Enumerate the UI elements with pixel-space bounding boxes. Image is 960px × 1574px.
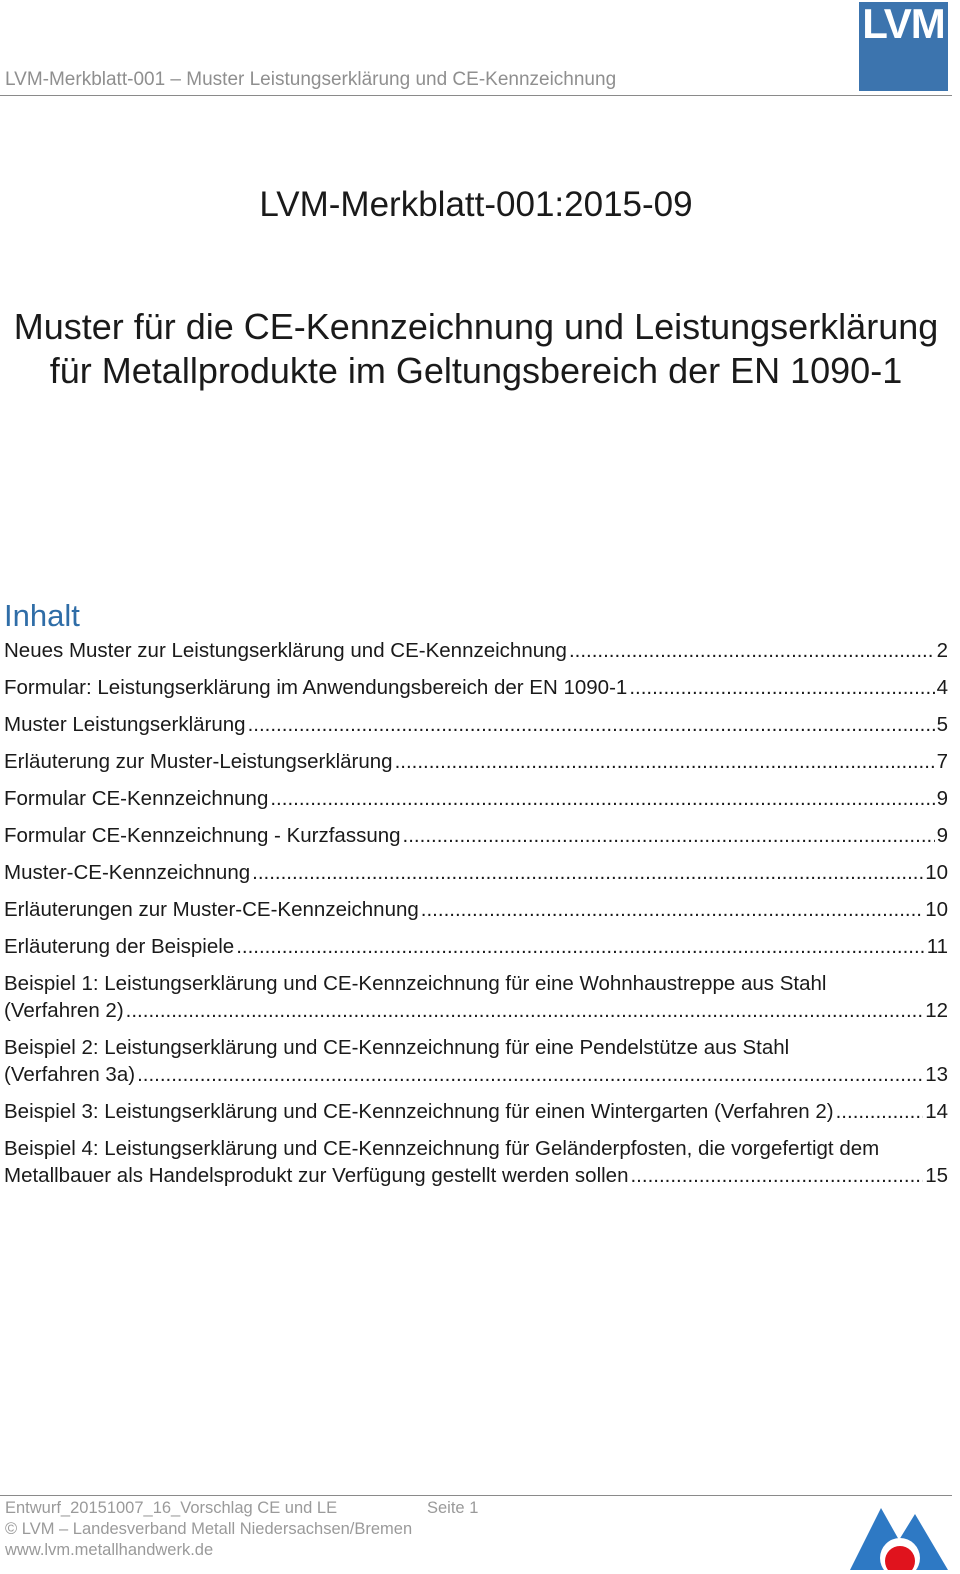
- toc-entry-page-number: 9: [936, 787, 948, 810]
- document-title-line-1: Muster für die CE-Kennzeichnung und Leistungserklärung: [13, 306, 939, 347]
- toc-entry[interactable]: [4, 1034, 948, 1088]
- toc-entry[interactable]: [4, 1135, 948, 1189]
- toc-entry-page-number: 9: [936, 824, 948, 847]
- toc-entry-title: Muster Leistungserklärung: [4, 713, 246, 736]
- toc-entry-title: Erläuterungen zur Muster-CE-Kennzeichnung: [4, 898, 419, 921]
- toc-entry-page-number: 15: [925, 1164, 948, 1187]
- toc-entry[interactable]: [4, 711, 948, 738]
- toc-entry-title-line-1: Beispiel 1: Leistungserklärung und CE-Kennzeichnung für eine Wohnhaustreppe aus Stahl: [4, 972, 827, 995]
- toc-entry[interactable]: [4, 637, 948, 664]
- mountain-sun-logo: [848, 1500, 950, 1570]
- toc-entry-title: Formular CE-Kennzeichnung: [4, 787, 269, 810]
- header-divider: [0, 95, 952, 96]
- running-header: LVM-Merkblatt-001 – Muster Leistungserklärung und CE-Kennzeichnung: [5, 69, 617, 90]
- toc-entry-page-number: 14: [925, 1100, 948, 1123]
- toc-leader-dots: [236, 933, 925, 960]
- toc-entry[interactable]: [4, 896, 948, 923]
- toc-entry-page-number: 5: [936, 713, 948, 736]
- toc-entry[interactable]: [4, 859, 948, 886]
- toc-entry-page-number: 11: [926, 935, 948, 958]
- document-title-line-2: für Metallprodukte im Geltungsbereich der EN 1090-1: [49, 350, 903, 391]
- footer-page-number: Seite 1: [427, 1499, 479, 1517]
- toc-entry-page-number: 12: [925, 999, 948, 1022]
- toc-entry-title-line-2: (Verfahren 2): [4, 999, 124, 1022]
- toc-entry-page-number: 7: [936, 750, 948, 773]
- toc-entry-title: Beispiel 3: Leistungserklärung und CE-Kennzeichnung für einen Wintergarten (Verfahren 2): [4, 1100, 834, 1123]
- toc-entry-title-line-2: (Verfahren 3a): [4, 1063, 136, 1086]
- toc-leader-dots: [137, 1061, 923, 1088]
- toc-entry[interactable]: [4, 1098, 948, 1125]
- toc-entry-title-line-2: Metallbauer als Handelsprodukt zur Verfügung gestellt werden sollen: [4, 1164, 629, 1187]
- lvm-logo-text: LVM: [862, 2, 945, 47]
- footer-url[interactable]: www.lvm.metallhandwerk.de: [5, 1541, 214, 1559]
- toc-entry-title: Neues Muster zur Leistungserklärung und CE-Kennzeichnung: [4, 639, 567, 662]
- footer-draft-name: Entwurf_20151007_16_Vorschlag CE und LE: [5, 1499, 338, 1517]
- footer-divider: [0, 1495, 952, 1496]
- toc-heading: Inhalt: [4, 598, 80, 633]
- toc-entry[interactable]: [4, 970, 948, 1024]
- toc-leader-dots: [403, 822, 935, 849]
- toc-entry-title: Formular CE-Kennzeichnung - Kurzfassung: [4, 824, 401, 847]
- toc-leader-dots: [836, 1098, 924, 1125]
- toc-leader-dots: [252, 859, 923, 886]
- footer-copyright: © LVM – Landesverband Metall Niedersachsen/Bremen: [5, 1520, 413, 1538]
- toc-entry-title: Muster-CE-Kennzeichnung: [4, 861, 251, 884]
- toc-entry-page-number: 13: [925, 1063, 948, 1086]
- lvm-logo: [859, 2, 948, 91]
- table-of-contents: [4, 637, 948, 1199]
- toc-entry[interactable]: [4, 748, 948, 775]
- toc-leader-dots: [395, 748, 935, 775]
- toc-entry-title: Erläuterung zur Muster-Leistungserklärung: [4, 750, 393, 773]
- document-title: [0, 305, 952, 393]
- toc-entry-page-number: 2: [936, 639, 948, 662]
- toc-leader-dots: [629, 674, 934, 701]
- toc-leader-dots: [126, 997, 924, 1024]
- toc-entry[interactable]: [4, 785, 948, 812]
- toc-entry-title: Formular: Leistungserklärung im Anwendungsbereich der EN 1090-1: [4, 676, 628, 699]
- document-id: LVM-Merkblatt-001:2015-09: [259, 185, 693, 224]
- toc-entry-title: Erläuterung der Beispiele: [4, 935, 235, 958]
- toc-entry-page-number: 10: [925, 861, 948, 884]
- toc-leader-dots: [421, 896, 923, 923]
- toc-entry-title-line-1: Beispiel 4: Leistungserklärung und CE-Kennzeichnung für Geländerpfosten, die vorgefertigt dem: [4, 1137, 880, 1160]
- toc-entry-page-number: 4: [936, 676, 948, 699]
- toc-leader-dots: [630, 1162, 923, 1189]
- toc-leader-dots: [248, 711, 935, 738]
- toc-entry-title-line-1: Beispiel 2: Leistungserklärung und CE-Kennzeichnung für eine Pendelstütze aus Stahl: [4, 1036, 790, 1059]
- toc-entry[interactable]: [4, 674, 948, 701]
- toc-entry[interactable]: [4, 822, 948, 849]
- toc-leader-dots: [270, 785, 934, 812]
- toc-leader-dots: [569, 637, 935, 664]
- toc-entry-page-number: 10: [925, 898, 948, 921]
- toc-entry[interactable]: [4, 933, 948, 960]
